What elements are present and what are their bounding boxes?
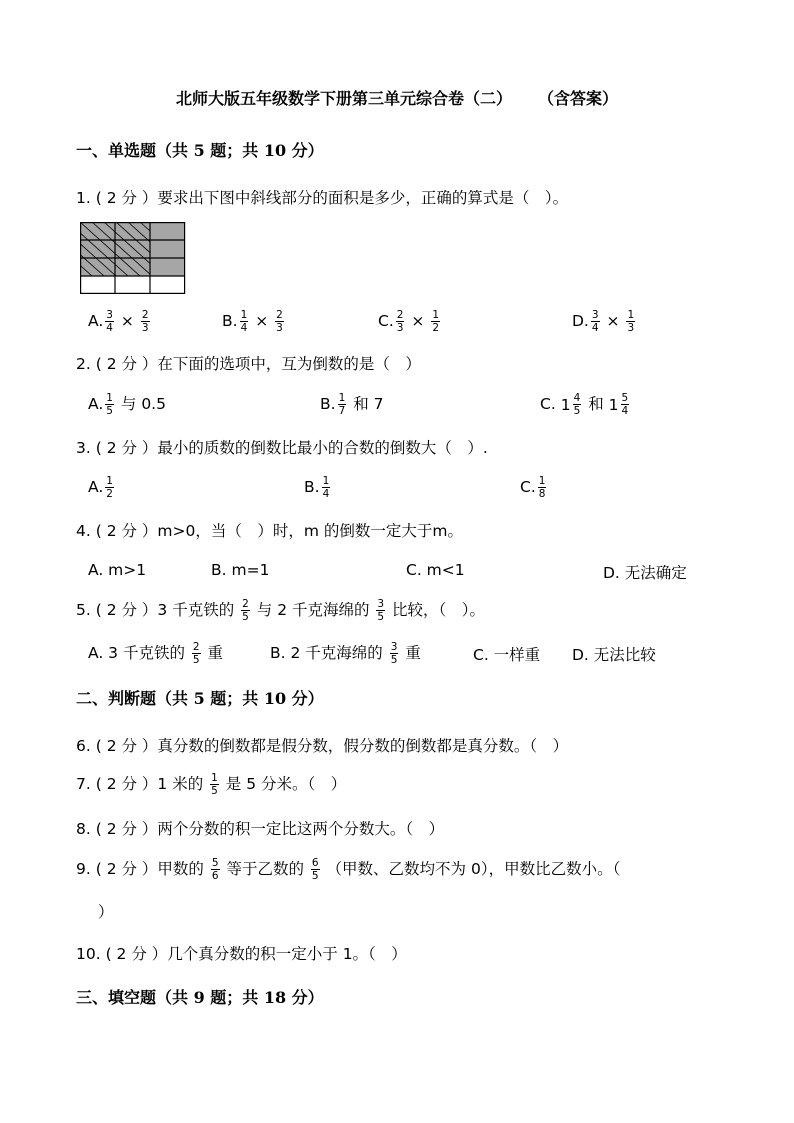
option-label: B. <box>304 478 320 496</box>
fraction <box>538 475 547 500</box>
option-label: A. <box>88 312 104 330</box>
mixed-number <box>561 392 584 417</box>
question-8-stem: 8. ( 2 分 ）两个分数的积一定比这两个分数大。（ ） <box>76 820 445 838</box>
question-10-stem: 10. ( 2 分 ）几个真分数的积一定小于 1。（ ） <box>76 945 407 963</box>
whole-part: 1 <box>608 395 619 414</box>
stem-text: 9. ( 2 分 ）甲数的 <box>76 860 204 878</box>
option-label: A. <box>88 478 104 496</box>
q2-option-b[interactable] <box>320 392 383 417</box>
q5-option-d[interactable]: D. 无法比较 <box>572 646 656 664</box>
mixed-number <box>609 392 632 417</box>
denominator: 2 <box>432 322 439 334</box>
numerator: 2 <box>396 309 404 321</box>
stem-text: 等于乙数的 <box>226 860 304 878</box>
q1-option-d[interactable] <box>572 309 637 334</box>
fraction <box>390 641 399 666</box>
fraction <box>396 309 405 334</box>
denominator: 5 <box>211 785 218 797</box>
denominator: 7 <box>338 405 346 417</box>
numerator: 1 <box>627 309 635 321</box>
option-text: 重 <box>405 644 421 662</box>
option-label: A. <box>88 395 104 413</box>
question-4-stem: 4. ( 2 分 ）m>0，当（ ）时，m 的倒数一定大于m。 <box>76 522 463 540</box>
denominator: 2 <box>106 488 113 500</box>
numerator: 2 <box>242 598 249 610</box>
fraction <box>105 309 114 334</box>
numerator: 1 <box>338 392 346 404</box>
stem-text: 与 2 千克海绵的 <box>256 601 370 619</box>
denominator: 3 <box>276 322 283 334</box>
q2-option-a[interactable] <box>88 392 166 417</box>
stem-text: 比较，（ ）。 <box>392 601 486 619</box>
question-9-continuation: ） <box>98 903 114 921</box>
numerator: 1 <box>432 309 439 321</box>
fraction <box>105 392 114 417</box>
numerator: 1 <box>106 475 113 487</box>
q1-option-b[interactable] <box>222 309 286 334</box>
q3-option-c[interactable] <box>520 475 548 500</box>
numerator: 1 <box>240 309 248 321</box>
stem-text: 5. ( 2 分 ）3 千克铁的 <box>76 601 235 619</box>
numerator: 2 <box>276 309 283 321</box>
option-label: B. <box>222 312 238 330</box>
numerator: 6 <box>311 857 319 869</box>
question-9-stem <box>76 857 620 882</box>
fraction <box>573 392 582 417</box>
fraction <box>591 309 600 334</box>
question-2-stem: 2. ( 2 分 ）在下面的选项中，互为倒数的是（ ） <box>76 355 421 373</box>
denominator: 4 <box>240 322 248 334</box>
numerator: 4 <box>573 392 581 404</box>
option-label: D. <box>572 312 589 330</box>
stem-text: （甲数、乙数均不为 0），甲数比乙数小。（ <box>326 860 621 878</box>
q1-option-a[interactable] <box>88 309 152 334</box>
numerator: 1 <box>211 772 218 784</box>
fraction <box>311 857 320 882</box>
numerator: 2 <box>141 309 149 321</box>
fraction <box>105 475 114 500</box>
fraction <box>241 598 250 623</box>
q2-option-c[interactable] <box>540 392 631 417</box>
fraction <box>431 309 440 334</box>
whole-part: 1 <box>560 395 571 414</box>
q3-option-a[interactable] <box>88 475 116 500</box>
numerator: 3 <box>377 598 385 610</box>
numerator: 3 <box>106 309 113 321</box>
option-label: C. <box>378 312 394 330</box>
denominator: 8 <box>538 488 546 500</box>
denominator: 5 <box>311 870 319 882</box>
question-3-stem: 3. ( 2 分 ）最小的质数的倒数比最小的合数的倒数大（ ）. <box>76 439 488 457</box>
denominator: 4 <box>621 405 629 417</box>
q5-option-a[interactable] <box>88 641 223 666</box>
document-title <box>0 86 794 109</box>
fraction <box>210 772 219 797</box>
fraction <box>141 309 150 334</box>
fraction <box>192 641 201 666</box>
fraction <box>376 598 385 623</box>
q4-option-b[interactable]: B. m=1 <box>211 561 270 579</box>
numerator: 5 <box>211 857 219 869</box>
fraction <box>240 309 249 334</box>
option-label: C. <box>520 478 536 496</box>
fraction <box>211 857 220 882</box>
fraction <box>626 309 635 334</box>
q4-option-c[interactable]: C. m<1 <box>406 561 465 579</box>
fraction <box>338 392 347 417</box>
denominator: 3 <box>396 322 404 334</box>
denominator: 4 <box>106 322 113 334</box>
times-sign: × <box>411 312 425 330</box>
option-text: 与 0.5 <box>120 395 166 413</box>
q4-option-d[interactable]: D. 无法确定 <box>603 564 687 582</box>
option-label: B. <box>320 395 336 413</box>
denominator: 5 <box>390 654 398 666</box>
option-text: B. 2 千克海绵的 <box>270 644 383 662</box>
fraction <box>621 392 630 417</box>
numerator: 3 <box>390 641 398 653</box>
denominator: 5 <box>242 611 249 623</box>
section-heading-true-false: 二、判断题（共 5 题；共 10 分） <box>76 689 324 708</box>
times-sign: × <box>255 312 269 330</box>
hatched-grid-figure <box>80 222 186 294</box>
section-heading-fill-in: 三、填空题（共 9 题；共 18 分） <box>76 988 324 1007</box>
shaded-region <box>80 222 185 276</box>
question-5-stem <box>76 598 485 623</box>
q5-option-b[interactable] <box>270 641 421 666</box>
denominator: 5 <box>192 654 200 666</box>
option-text: 和 <box>588 395 604 413</box>
q5-option-c[interactable]: C. 一样重 <box>473 646 541 664</box>
times-sign: × <box>606 312 620 330</box>
question-7-stem <box>76 772 346 797</box>
times-sign: × <box>120 312 134 330</box>
q1-option-c[interactable] <box>378 309 442 334</box>
numerator: 1 <box>538 475 546 487</box>
numerator: 1 <box>106 392 113 404</box>
denominator: 4 <box>591 322 599 334</box>
numerator: 1 <box>322 475 330 487</box>
fraction <box>322 475 331 500</box>
stem-text: 是 5 分米。（ ） <box>225 775 347 793</box>
fraction <box>275 309 284 334</box>
title-tag: （含答案） <box>546 89 619 108</box>
denominator: 3 <box>627 322 635 334</box>
option-text: 重 <box>207 644 224 662</box>
q3-option-b[interactable] <box>304 475 332 500</box>
denominator: 3 <box>141 322 149 334</box>
denominator: 5 <box>377 611 385 623</box>
denominator: 5 <box>106 405 113 417</box>
numerator: 5 <box>621 392 629 404</box>
option-text: A. 3 千克铁的 <box>88 644 185 662</box>
section-heading-single-choice: 一、单选题（共 5 题；共 10 分） <box>76 141 324 160</box>
title-main: 北师大版五年级数学下册第三单元综合卷（二） <box>175 89 512 108</box>
numerator: 3 <box>591 309 599 321</box>
denominator: 6 <box>211 870 219 882</box>
option-text: 和 7 <box>353 395 384 413</box>
numerator: 2 <box>192 641 200 653</box>
q4-option-a[interactable]: A. m>1 <box>88 561 147 579</box>
option-label: C. <box>540 395 556 413</box>
question-1-stem: 1. ( 2 分 ）要求出下图中斜线部分的面积是多少，正确的算式是（ ）。 <box>76 189 569 207</box>
question-6-stem: 6. ( 2 分 ）真分数的倒数都是假分数，假分数的倒数都是真分数。（ ） <box>76 737 569 755</box>
denominator: 5 <box>573 405 581 417</box>
stem-text: 7. ( 2 分 ）1 米的 <box>76 775 204 793</box>
denominator: 4 <box>322 488 330 500</box>
